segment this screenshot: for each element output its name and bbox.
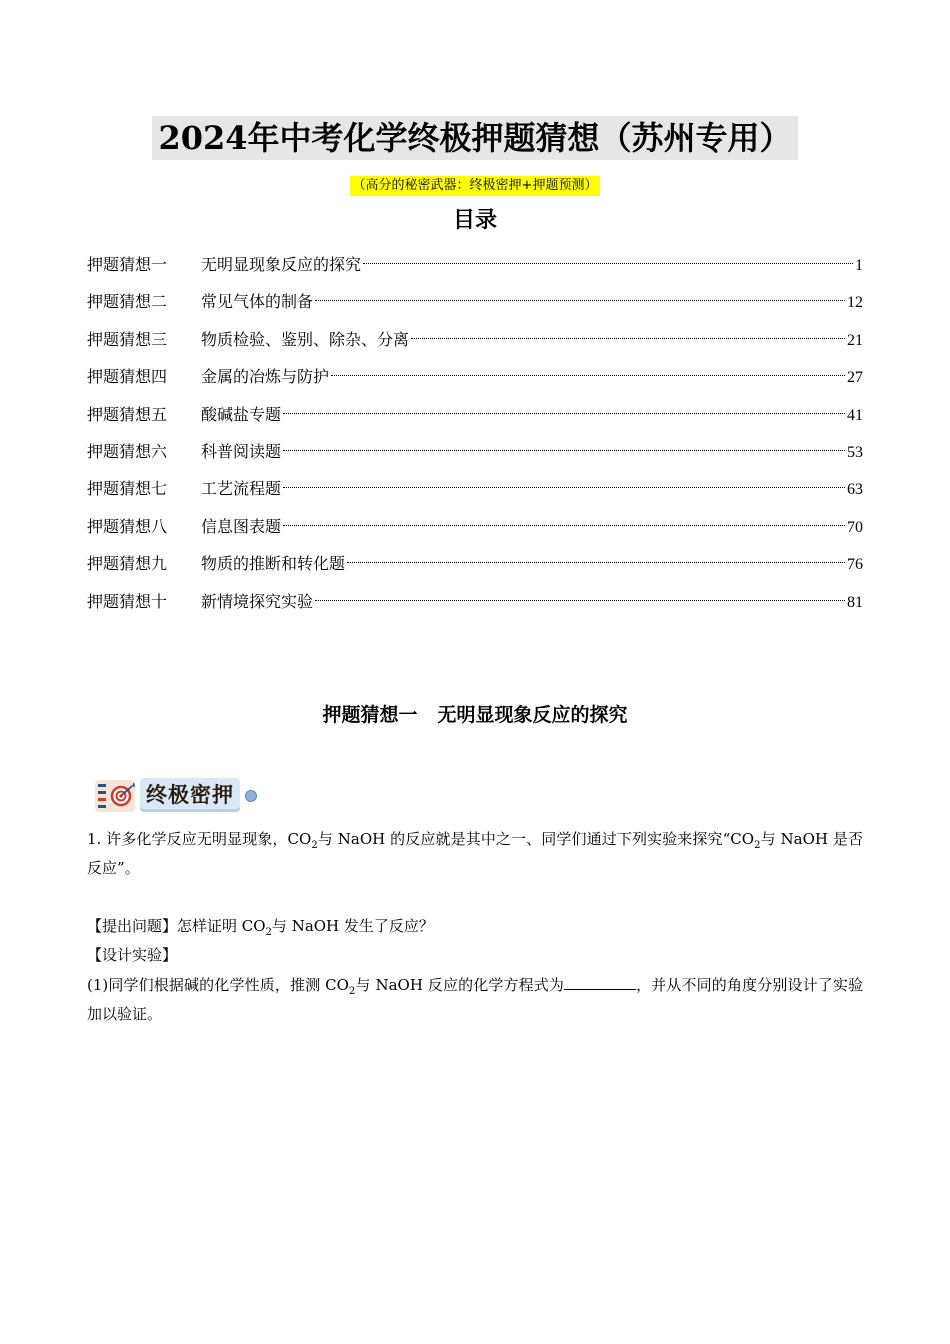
toc-entry-topic: 常见气体的制备	[201, 292, 314, 312]
toc-entry-topic: 酸碱盐专题	[201, 404, 282, 424]
document-subtitle: （高分的秘密武器：终极密押+押题预测）	[350, 176, 601, 196]
final-prediction-badge	[94, 776, 260, 816]
subscript: 2	[754, 840, 761, 851]
section-heading-topic: 无明显现象反应的探究	[437, 704, 628, 726]
subtitle-container	[0, 174, 950, 196]
toc-entry-page: 41	[847, 406, 863, 424]
toc-entry[interactable]	[87, 250, 863, 287]
toc-entry-page: 1	[855, 257, 863, 274]
question-1-intro	[87, 825, 863, 883]
toc-entry[interactable]	[87, 400, 863, 437]
target-board-icon	[94, 776, 138, 816]
toc-leader-dots	[315, 300, 845, 301]
section-heading-label: 押题猜想一	[322, 704, 418, 726]
toc-entry-label: 押题猜想三	[87, 329, 168, 349]
question-text: 【提出问题】怎样证明 CO	[87, 917, 266, 935]
toc-leader-dots	[283, 413, 845, 414]
toc-entry-topic: 物质的推断和转化题	[201, 554, 346, 574]
answer-blank[interactable]	[564, 988, 636, 990]
question-text: (1)同学们根据碱的化学性质，推测 CO	[87, 976, 349, 994]
toc-entry-page: 81	[847, 593, 863, 611]
toc-entry-page: 53	[847, 443, 863, 461]
badge-label: 终极密押	[140, 778, 240, 812]
question-1-problem	[87, 912, 863, 941]
toc-entry-label: 押题猜想十	[87, 591, 168, 611]
toc-entry[interactable]	[87, 474, 863, 511]
toc-entry-page: 27	[847, 369, 863, 387]
toc-entry-page: 63	[847, 481, 863, 499]
toc-entry-label: 押题猜想二	[87, 292, 168, 312]
toc-title: 目录	[452, 208, 497, 233]
toc-entry-topic: 物质检验、鉴别、除杂、分离	[201, 329, 410, 349]
toc-leader-dots	[315, 600, 845, 601]
toc-leader-dots	[411, 338, 845, 339]
toc-leader-dots	[283, 450, 845, 451]
toc-entry-topic: 无明显现象反应的探究	[201, 255, 362, 274]
toc-entry-page: 12	[847, 294, 863, 312]
question-1-design-heading: 【设计实验】	[87, 946, 178, 964]
toc-entry-topic: 工艺流程题	[201, 479, 282, 499]
subscript: 2	[348, 986, 356, 997]
subscript: 2	[265, 927, 272, 938]
toc-entry-topic: 新情境探究实验	[201, 591, 314, 611]
toc-entry[interactable]	[87, 362, 863, 399]
toc-entry-label: 押题猜想七	[87, 479, 168, 499]
toc-leader-dots	[331, 375, 845, 376]
toc-entry-page: 76	[847, 556, 863, 574]
toc-leader-dots	[283, 525, 845, 526]
decorative-dot-icon	[245, 790, 257, 802]
question-text: 与 NaOH 的反应就是其中之一、同学们通过下列实验来探究“CO	[317, 830, 755, 848]
toc-leader-dots	[283, 487, 845, 488]
question-1-part-1	[87, 971, 863, 1029]
toc-entry-topic: 金属的冶炼与防护	[201, 367, 330, 387]
toc-entry[interactable]	[87, 287, 863, 324]
toc-entry[interactable]	[87, 325, 863, 362]
document-title: 2024年中考化学终极押题猜想（苏州专用）	[152, 116, 797, 160]
toc-leader-dots	[363, 263, 853, 264]
question-text: 1. 许多化学反应无明显现象，CO	[87, 830, 312, 848]
question-text: 与 NaOH 反应的化学方程式为	[355, 976, 565, 994]
toc-entry-topic: 科普阅读题	[201, 441, 282, 461]
question-text: 与 NaOH 发生了反应？	[271, 917, 434, 935]
table-of-contents	[87, 250, 863, 624]
toc-entry[interactable]	[87, 587, 863, 624]
title-container	[0, 116, 950, 160]
toc-entry-label: 押题猜想八	[87, 516, 168, 536]
toc-entry-page: 70	[847, 518, 863, 536]
subscript: 2	[311, 840, 318, 851]
toc-entry[interactable]	[87, 512, 863, 549]
question-text: 与 NaOH 是否反应”。	[87, 830, 864, 877]
toc-entry[interactable]	[87, 549, 863, 586]
question-text: ，并从不同的角度分别设计了实验加以验证。	[87, 976, 864, 1023]
toc-entry-label: 押题猜想五	[87, 404, 168, 424]
toc-leader-dots	[347, 562, 845, 563]
section-heading	[0, 700, 950, 730]
toc-entry-label: 押题猜想九	[87, 554, 168, 574]
toc-entry-page: 21	[847, 331, 863, 349]
toc-entry-topic: 信息图表题	[201, 516, 282, 536]
toc-entry-label: 押题猜想一	[87, 255, 168, 274]
toc-entry-label: 押题猜想六	[87, 441, 168, 461]
toc-entry[interactable]	[87, 437, 863, 474]
toc-entry-label: 押题猜想四	[87, 367, 168, 387]
